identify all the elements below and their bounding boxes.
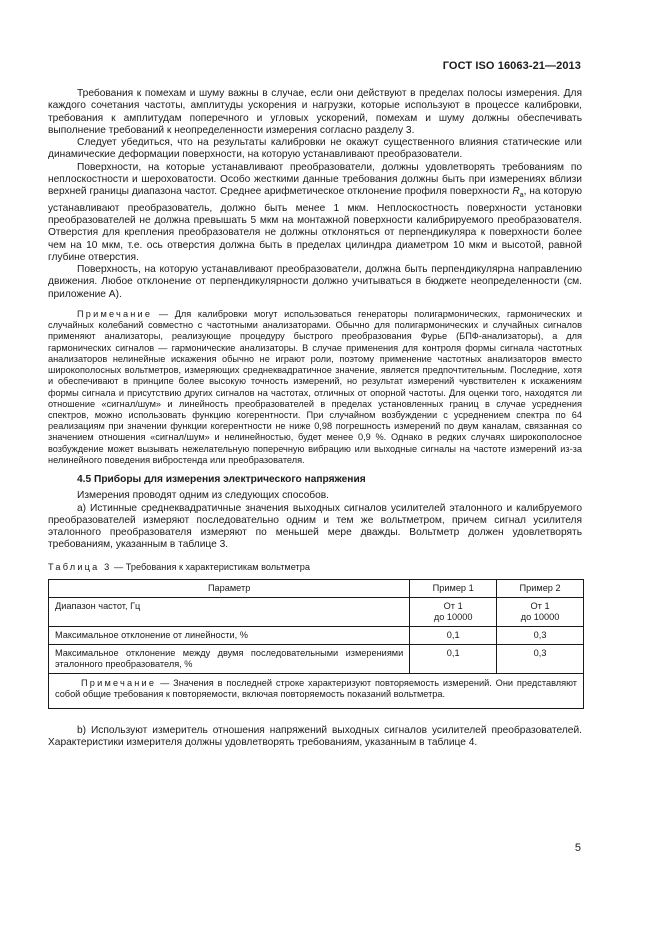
- table-note-label: Примечание: [81, 678, 157, 688]
- value-cell: 0,3: [497, 645, 584, 674]
- value-line: От 1: [530, 601, 550, 611]
- table-note-row: [49, 674, 584, 709]
- standard-header: ГОСТ ISO 16063-21—2013: [442, 60, 581, 72]
- value-cell: 0,1: [410, 645, 497, 674]
- value-cell: [410, 598, 497, 627]
- list-item-b: b) Используют измеритель отношения напряжений выходных сигналов усилителей преобразователей. Характеристики измерителя должны удовлетворять требованиям, указанным в таблице 4.: [48, 725, 582, 749]
- paragraph: Измерения проводят одним из следующих способов.: [77, 490, 329, 502]
- table-header-row: [49, 580, 584, 598]
- param-cell: Максимальное отклонение между двумя последовательными измерениями эталонного преобразователя, %: [49, 645, 410, 674]
- note-text: — Для калибровки могут использоваться генераторы полигармонических, гармонических и случайных колебаний совместно с частотными анализаторами. Обычно для полигармонических и случайных сигналов применяют анализаторы, реализующие процедуру быстрого преобразования Фурье (БПФ-анализаторы), а для гармонических сигналов — гармонические анализаторы. В случае применения для контроля формы сигнала частотных анализаторов нелинейные искажения обычно не играют роли, поэтому применение частотных анализаторов вместо широкополосных вольтметров, измеряющих среднеквадратичное значение, является предпочтительным. Последние, хотя и обеспечивают в принципе более высокую точность измерений, но результат измерений чувствителен к искажениям формы сигнала и присутствию других сигналов на частотах, отличных от опорной частоты. Для оценки того, находятся ли отношение «сигнал/шум» и линейность преобразователей в пределах установленных границ в случае усреднения спектров, можно использовать функцию когерентности. При случайном возбуждении с усреднением спектра по 64 реализациям при значении функции когерентности не ниже 0,98 погрешность измерений по двум каналам, связанная со значением отношения «сигнал/шум» и нелинейностью, будет менее 0,9 %. Однако в редких случаях широкополосное возбуждение может вызывать нежелательную поперечную вибрацию или выходные сигналы на частоте измерений из-за нелинейного поведения вибростенда или преобразователя.: [48, 309, 582, 465]
- roughness-symbol: R: [512, 186, 520, 198]
- param-cell: Диапазон частот, Гц: [49, 598, 410, 627]
- paragraph: [48, 162, 582, 264]
- column-header: Параметр: [49, 580, 410, 598]
- table-row: [49, 598, 584, 627]
- value-cell: 0,3: [497, 627, 584, 645]
- list-item-a: а) Истинные среднеквадратичные значения выходных сигналов усилителей эталонного и калибруемого преобразователей измеряют последовательно одним и тем же вольтметром, причем сигнал усилителя эталонного преобразователя измеряют по меньшей мере дважды. Вольтметр должен удовлетворять требованиям, указанным в таблице 3.: [48, 502, 582, 551]
- table-caption-text: — Требования к характеристикам вольтметра: [111, 561, 310, 572]
- value-line: до 10000: [433, 612, 473, 622]
- roughness-subscript: a: [519, 192, 524, 200]
- section-heading: 4.5 Приборы для измерения электрического напряжения: [77, 473, 366, 485]
- param-cell: Максимальное отклонение от линейности, %: [49, 627, 410, 645]
- table-note-cell: [49, 674, 584, 709]
- voltmeter-requirements-table: [48, 579, 584, 709]
- page-number: 5: [574, 842, 581, 854]
- value-line: до 10000: [520, 612, 560, 622]
- value-line: От 1: [443, 601, 463, 611]
- paragraph: Требования к помехам и шуму важны в случае, если они действуют в пределах полосы измерения. Для каждого сочетания частоты, амплитуды ускорения и нагрузки, которые используют в процессе калибровки, требования к амплитудам поперечного и угловых ускорений, помехам и шуму должны обеспечивать выполнение требований к неопределенности измерения согласно разделу 3.: [48, 88, 582, 136]
- paragraph: Поверхность, на которую устанавливают преобразователи, должна быть перпендикулярна направлению движения. Любое отклонение от перпендикулярности должно учитываться в бюджете неопределенности (см. приложение А).: [48, 264, 582, 300]
- paragraph: Следует убедиться, что на результаты калибровки не окажут существенного влияния статические или динамические деформации поверхности, на которую устанавливают преобразователи.: [48, 137, 582, 161]
- table-note-text: — Значения в последней строке характеризуют повторяемость измерений. Они представляют собой общие требования к повторяемости, включая повторяемость показаний вольтметра.: [55, 678, 577, 699]
- table-row: [49, 627, 584, 645]
- note-block: [48, 309, 582, 466]
- paragraph-text: , на которую устанавливают преобразователь, должно быть менее 1 мкм. Неплоскостность поверхности установки преобразователей не должна превышать 5 мкм на монтажной поверхности калибрируемого преобразователя. Отверстия для крепления преобразователя не должны отклоняться от перпендикуляра к поверхности более чем на 10 мкм, т.е. ось отверстия должна быть в пределах цилиндра диаметром 10 мкм и высотой, равной глубине отверстия.: [48, 186, 582, 263]
- value-cell: [497, 598, 584, 627]
- column-header: Пример 2: [497, 580, 584, 598]
- main-text: [48, 88, 582, 750]
- table-row: [49, 645, 584, 674]
- value-cell: 0,1: [410, 627, 497, 645]
- table-caption-label: Таблица 3: [48, 561, 112, 572]
- table-caption: [48, 561, 582, 573]
- paragraph-text: Поверхности, на которые устанавливают преобразователи, должны удовлетворять требованиям по неплоскостности и шероховатости. Особо жесткими данные требования должны быть при измерениях вблизи верхней границы диапазона частот. Среднее арифметическое отклонение профиля поверхности: [48, 161, 582, 198]
- column-header: Пример 1: [410, 580, 497, 598]
- note-label: Примечание: [77, 309, 153, 320]
